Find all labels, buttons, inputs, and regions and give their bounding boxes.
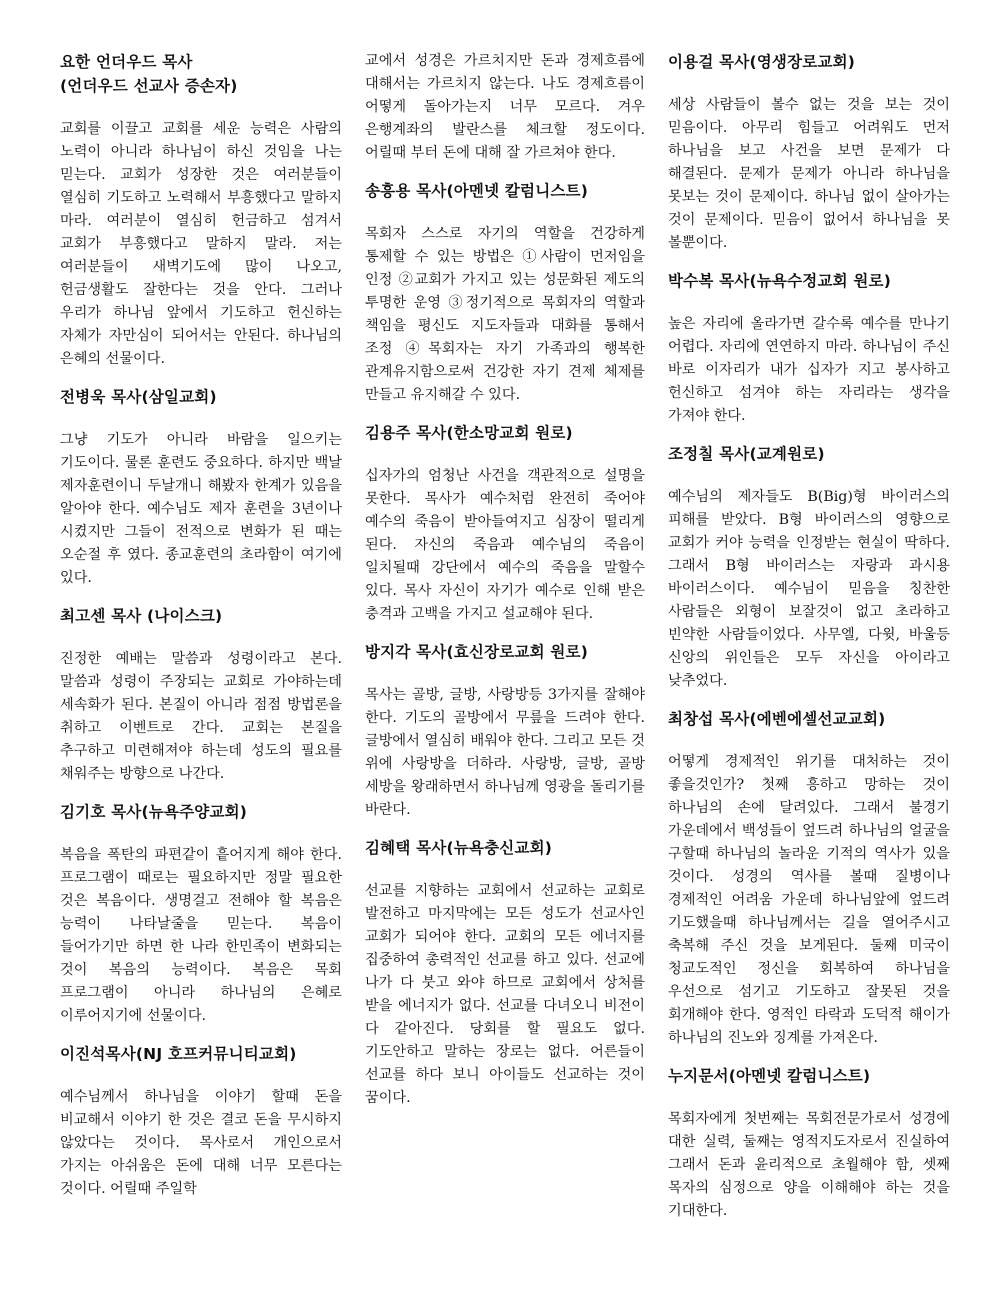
quote-text: 그냥 기도가 아니라 바람을 일으키는 기도이다. 물론 훈련도 중요하다. 하지만 백날 제자훈련이니 두날개니 해봤자 한계가 있음을 알아야 한다. 예수님도 제자 훈련을 3년이나 시켰지만 그들이 전적으로 변화가 된 때는 오순절 후 였다. 종교훈련의 초라함이 여기에 있다. [60,432,342,586]
quote-text: 예수님의 제자들도 B(Big)형 바이러스의 피해를 받았다. B형 바이러스의 영향으로 교회가 커야 능력을 인정받는 현실이 딱하다. 그래서 B형 바이러스는 자랑과 과시용 바이러스이다. 예수님이 믿음을 칭찬한 사람들은 외형이 보잘것이 없고 초라하고 빈약한 사람들이었다. 사무엘, 다윗, 바울등 신앙의 위인들은 모두 자신을 아이라고 낮추었다. [668,489,950,689]
quote-section-underwood [60,50,342,371]
column-3 [668,50,950,1260]
quote-section-choi-changseop [668,707,950,1050]
quote-text: 십자가의 엄청난 사건을 객관적으로 설명을 못한다. 목사가 예수처럼 완전히 죽어야 예수의 죽음이 받아들여지고 심장이 떨리게 된다. 자신의 죽음과 예수님의 죽음이 일치될때 강단에서 예수의 죽음을 말할수 있다. 목사 자신이 자기가 예수로 인해 받은 충격과 고백을 가지고 설교해야 된다. [365,468,645,622]
speaker-heading: 이용걸 목사(영생장로교회) [668,53,856,71]
column-1 [60,50,342,1260]
quote-text: 복음을 폭탄의 파편같이 흩어지게 해야 한다. 프로그램이 때로는 필요하지만 정말 필요한 것은 복음이다. 생명걸고 전해야 할 복음은 능력이 나타날줄을 믿는다. 복음이 들어가기만 하면 한 나라 한민족이 변화되는 것이 복음의 능력이다. 복음은 목회 프로그램이 아니라 하나님의 은혜로 이루어지기에 선물이다. [60,847,342,1024]
quote-text: 교회를 이끌고 교회를 세운 능력은 사람의 노력이 아니라 하나님이 하신 것임을 나는 믿는다. 교회가 성장한 것은 여러분들이 열심히 기도하고 노력해서 부흥했다고 말하지 마라. 여러분이 열심히 헌금하고 섬겨서 교회가 부흥했다고 말하지 말라. 저는 여러분들이 새벽기도에 많이 나오고, 헌금생활도 잘한다는 것을 안다. 그러나 우리가 하나님 앞에서 기도하고 헌신하는 자체가 자만심이 되어서는 안된다. 하나님의 은혜의 선물이다. [60,121,342,367]
speaker-heading: 방지각 목사(효신장로교회 원로) [365,643,589,661]
quote-text: 어떻게 경제적인 위기를 대처하는 것이 좋을것인가? 첫째 흥하고 망하는 것이 하나님의 손에 달려있다. 그래서 불경기 가운데에서 백성들이 엎드려 하나님의 얼굴을 구할때 하나님의 놀라운 기적의 역사가 있을 것이다. 성경의 역사를 볼때 질병이나 경제적인 어려움 가운데 하나님앞에 엎드려 기도했을때 하나님께서는 길을 열어주시고 축복해 주신 것을 보게된다. 둘째 미국이 청교도적인 정신을 회복하여 하나님을 우선으로 섬기고 기도하고 잘못된 것을 회개해야 한다. 영적인 타락과 도덕적 해이가 하나님의 진노와 징계를 가져온다. [668,754,950,1046]
speaker-heading: 박수복 목사(뉴욕수정교회 원로) [668,272,892,290]
quote-text: 교에서 성경은 가르치지만 돈과 경제흐름에 대해서는 가르치지 않는다. 나도 경제흐름이 어떻게 돌아가는지 너무 모르다. 겨우 은행계좌의 발란스를 체크할 정도이다. 어릴때 부터 돈에 대해 잘 가르쳐야 한다. [365,53,645,161]
quote-section-park [668,269,950,428]
speaker-heading: 김기호 목사(뉴욕주양교회) [60,803,248,821]
quote-section-nuzi [668,1064,950,1223]
quote-text: 높은 자리에 올라가면 갈수록 예수를 만나기 어렵다. 자리에 연연하지 마라. 하나님이 주신 바로 이자리가 내가 십자가 지고 봉사하고 헌신하고 섬겨야 하는 자리라는 생각을 가져야 한다. [668,316,950,424]
quote-section-kim-hyetaek [365,836,645,1110]
speaker-heading: 조정칠 목사(교계원로) [668,445,825,463]
quote-section-lee-yonggeol [668,50,950,255]
quote-text: 선교를 지향하는 교회에서 선교하는 교회로 발전하고 마지막에는 모든 성도가 선교사인 교회가 되어야 한다. 교회의 모든 에너지를 집중하여 총력적인 선교를 하고 있다. 선교에 나가 다 붓고 와야 하므로 교회에서 상처를 받을 에너지가 없다. 선교를 다녀오니 비전이 다 같아진다. 당회를 할 필요도 없다. 기도안하고 말하는 장로는 없다. 어른들이 선교를 하다 보니 아이들도 선교하는 것이 꿈이다. [365,883,645,1106]
quote-section-kim-giho [60,800,342,1028]
quote-section-jo [668,442,950,693]
column-2 [365,50,645,1260]
quote-section-bang [365,640,645,822]
quote-section-jeon [60,385,342,590]
speaker-heading: 최고센 목사 (나이스크) [60,607,223,625]
speaker-heading: 김용주 목사(한소망교회 원로) [365,424,573,442]
quote-text: 세상 사람들이 볼수 없는 것을 보는 것이 믿음이다. 아무리 힘들고 어려워도 먼저 하나님을 보고 사건을 보면 문제가 다 해결된다. 문제가 문제가 아니라 하나님을 못보는 것이 문제이다. 하나님 없이 살아가는 것이 문제이다. 믿음이 없어서 하나님을 못 볼뿐이다. [668,97,950,251]
quote-section-choi-gosen [60,604,342,786]
speaker-heading: 누지문서(아멘넷 칼럼니스트) [668,1067,871,1085]
speaker-heading: 최창섭 목사(에벤에셀선교교회) [668,710,886,728]
quote-text: 진정한 예배는 말씀과 성령이라고 본다. 말씀과 성령이 주장되는 교회로 가야하는데 세속화가 된다. 본질이 아니라 점점 방법론을 취하고 이벤트로 간다. 교회는 본질을 추구하고 미련해져야 하는데 성도의 필요를 채워주는 방향으로 나간다. [60,651,342,782]
quote-text: 예수님께서 하나님을 이야기 할때 돈을 비교해서 이야기 한 것은 결코 돈을 무시하지 않았다는 것이다. 목사로서 개인으로서 가지는 아쉬움은 돈에 대해 너무 모른다는 것이다. 어릴때 주일학 [60,1089,342,1197]
speaker-heading: 송흥용 목사(아멘넷 칼럼니스트) [365,182,589,200]
speaker-heading: 이진석목사(NJ 호프커뮤니티교회) [60,1045,297,1063]
quote-text: 목사는 골방, 글방, 사랑방등 3가지를 잘해야 한다. 기도의 골방에서 무릎을 드려야 한다. 글방에서 열심히 배워야 한다. 그리고 모든 것 위에 사랑방을 더하라. 사랑방, 글방, 골방 세방을 왕래하면서 하나님께 영광을 돌리기를 바란다. [365,687,645,818]
speaker-heading: 전병욱 목사(삼일교회) [60,388,217,406]
quote-section-lee-jinseok-continued [365,50,645,165]
quote-section-lee-jinseok [60,1042,342,1201]
article-page [60,50,950,1260]
speaker-heading: 요한 언더우드 목사 (언더우드 선교사 증손자) [60,53,238,95]
quote-section-kim-yongju [365,421,645,626]
quote-section-song [365,179,645,407]
quote-text: 목회자 스스로 자기의 역할을 건강하게 통제할 수 있는 방법은 ①사람이 먼저임을 인정 ②교회가 가지고 있는 성문화된 제도의 투명한 운영 ③정기적으로 목회자의 역할과 책임을 평신도 지도자들과 대화를 통해서 조정 ④목회자는 자기 가족과의 행복한 관계유지함으로써 건강한 자기 견제 체제를 만들고 유지해갈 수 있다. [365,226,645,403]
speaker-heading: 김혜택 목사(뉴욕충신교회) [365,839,553,857]
quote-text: 목회자에게 첫번째는 목회전문가로서 성경에 대한 실력, 둘째는 영적지도자로서 진실하여 그래서 돈과 윤리적으로 초월해야 함, 셋째 목자의 심정으로 양을 이해해야 하는 것을 기대한다. [668,1111,950,1219]
